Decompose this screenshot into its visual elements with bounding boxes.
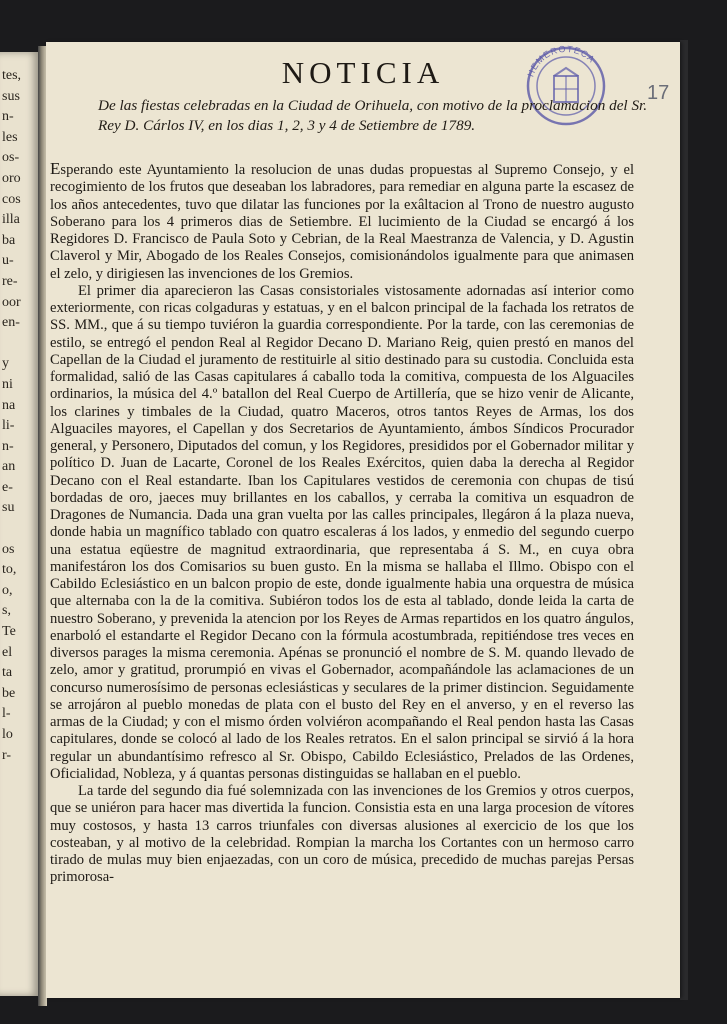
left-page-fragment bbox=[2, 334, 38, 355]
document-subtitle: De las fiestas celebradas en la Ciudad de Orihuela, con motivo de la proclamacion del Sr. Rey D. Cárlos IV, en los dias 1, 2, 3 y 4 de Setiembre de 1789. bbox=[98, 97, 648, 134]
left-page-fragment: lo bbox=[2, 727, 13, 742]
left-page-fragment: oro bbox=[2, 170, 21, 186]
document-page bbox=[46, 42, 680, 998]
left-page-fragment: os bbox=[2, 541, 15, 557]
left-page-fragment: r- bbox=[2, 747, 12, 763]
left-page-fragment: an bbox=[2, 459, 16, 475]
left-page-fragment: e- bbox=[2, 479, 13, 495]
left-page-fragment: re- bbox=[2, 273, 18, 289]
left-page-fragment: illa bbox=[2, 212, 20, 228]
left-page-fragment: l- bbox=[2, 706, 11, 722]
left-page-fragment: tes, bbox=[2, 68, 22, 83]
left-page-fragment: be bbox=[2, 685, 16, 701]
left-page-fragment: el bbox=[2, 644, 13, 660]
paragraph-1: Esperando este Ayuntamiento la resolucion de unas dudas propuestas al Supremo Consejo, y el recogimiento de los frutos que deseaban los labradores, para remediar en alguna parte la escasez de los años antecedentes, tuvo que dilatar las funciones por la exâltacion al Trono de nuestro augusto Soberano para los 4 primeros dias de Setiembre. El lucimiento de la Ciudad se encargó á los Regidores D. Francisco de Paula Soto y Cebrian, de la Real Maestranza de Valencia, y D. Agustin Claverol y Mir, Abogado de los Reales Consejos, comisionándolos igualmente para que animasen el zelo, y dirigiesen las invenciones de los Gremios. bbox=[50, 159, 634, 282]
left-page-fragment: os- bbox=[2, 150, 20, 166]
left-page-fragment: o, bbox=[2, 582, 13, 598]
left-page-fragment: les bbox=[2, 129, 18, 145]
left-page-fragment: ni bbox=[2, 376, 13, 392]
left-page-fragment: ba bbox=[2, 232, 16, 248]
left-page-fragment: n- bbox=[2, 109, 14, 125]
document-body bbox=[50, 160, 634, 887]
left-page-fragment: s, bbox=[2, 603, 11, 619]
stamp-text: HEMEROTECA bbox=[525, 43, 598, 79]
left-page-fragment: n- bbox=[2, 438, 14, 454]
pencil-folio-note: 17 bbox=[647, 82, 670, 104]
left-page-fragment: su bbox=[2, 500, 15, 516]
left-page-fragment: en- bbox=[2, 315, 20, 331]
left-page-fragment: u- bbox=[2, 253, 14, 269]
left-page-fragment: na bbox=[2, 397, 16, 413]
left-page-fragment: cos bbox=[2, 191, 21, 207]
left-page-fragment: to, bbox=[2, 562, 17, 578]
paragraph-3: La tarde del segundo dia fué solemnizada con las invenciones de los Gremios y otros cuerpos, que se uniéron para hacer mas divertida la funcion. Consistia esta en una larga procesion de vítores muy costosos, y hasta 13 carros triunfales con diversas alusiones al exercicio de los que los costeaban, y al motivo de la celebridad. Rompian la marcha los Cortantes con un hermoso carro tirado de mulas muy bien enjaezadas, con un coro de música, precedido de muchas parejas Persas primorosa- bbox=[50, 783, 634, 886]
document-title: NOTICIA bbox=[281, 55, 445, 90]
left-page-fragment: y bbox=[2, 356, 9, 372]
left-page-fragment: ta bbox=[2, 665, 13, 681]
left-page-fragment: li- bbox=[2, 418, 15, 434]
left-page-edge bbox=[0, 52, 40, 996]
left-page-fragment bbox=[2, 519, 38, 540]
paragraph-2: El primer dia aparecieron las Casas consistoriales vistosamente adornadas así interior como exteriormente, con ricas colgaduras y estatuas, y en el balcon principal de la fachada los retratos de SS. MM., que á su tiempo tuviéron la guardia correspondiente. Por la tarde, con las ceremonias de estilo, se entregó el pendon Real al Regidor Decano D. Mariano Reig, quien prestó en manos del Capellan de la Ciudad el juramento de restituirle al sitio destinado para su custodia. Concluida esta formalidad, salió de las Casas capitulares á caballo toda la comitiva, compuesta de los Alguaciles ordinarios, la música del 4.º batallon del Real Cuerpo de Artillería, que se hizo venir de Alicante, los clarines y timbales de la Ciudad, quatro Maceros, otros tantos Reyes de Armas, los dos Alguaciles mayores, el Capellan y dos Secretarios de Ayuntamiento, ámbos Síndicos Procurador general, y Personero, Diputados del comun, y los Regidores, presididos por el Gobernador militar y político D. Juan de Lacarte, Coronel de los Reales Exércitos, quien daba la derecha al Regidor Decano con el Real estandarte. Iban los Capitulares vestidos de ceremonia con chupas de tisú bordadas de oro, jaeces muy brillantes en los caballos, y cerraba la comitiva un esquadron de Dragones de Numancia. Dada una gran vuelta por las calles principales, llegáron á la plaza nueva, donde habia un magnífico tablado con quatro escaleras á los lados, y enmedio del segundo cuerpo una estatua eqüestre de magnitud extraordinaria, que representaba á S. M., en cuya obra manifestáron los dos Comisarios su buen gusto. En la misma se hallaba el Illmo. Obispo con el Cabildo Eclesiástico en un balcon propio de este, donde igualmente habia una orquestra de música que alternaba con la de la comitiva. Subiéron todos los de esta al tablado, donde leida la carta de nuestro Soberano, y prevenida la atencion por los Reyes de Armas repartidos en los quatro ángulos, enarboló el estandarte el Regidor Decano con la fórmula acostumbrada, repitiéndose tres veces en diversos parages la misma ceremonia. Apénas se pronunció el nombre de S. M. quando llevado de zelo, amor y gratitud, prorumpió en vivas el Gobernador, acompañándole las aclamaciones de un concurso numerosísimo de personas eclesiásticas y seculares de la primer distincion. Seguidamente se arrojáron al pueblo monedas de plata con el busto del Rey en el anverso, y en el reverso las armas de la Ciudad; y con el mismo órden volviéron acompañando el Real pendon hasta las Casas capitulares, donde se colocó al lado de los Reales retratos. En el salon principal se sirvió á la hora regular un abundantísimo refresco al Sr. Obispo, Cabildo Eclesiástico, Prelados de las Ordenes, Oficialidad, Nobleza, y á quantas personas distinguidas se hallaban en el pueblo. bbox=[50, 282, 634, 782]
left-page-fragment: Te bbox=[2, 624, 16, 640]
left-page-fragment: sus bbox=[2, 88, 20, 104]
left-page-text-fragments bbox=[2, 66, 38, 766]
page-shadow-edge bbox=[680, 40, 688, 1000]
left-page-fragment: oor bbox=[2, 294, 21, 310]
